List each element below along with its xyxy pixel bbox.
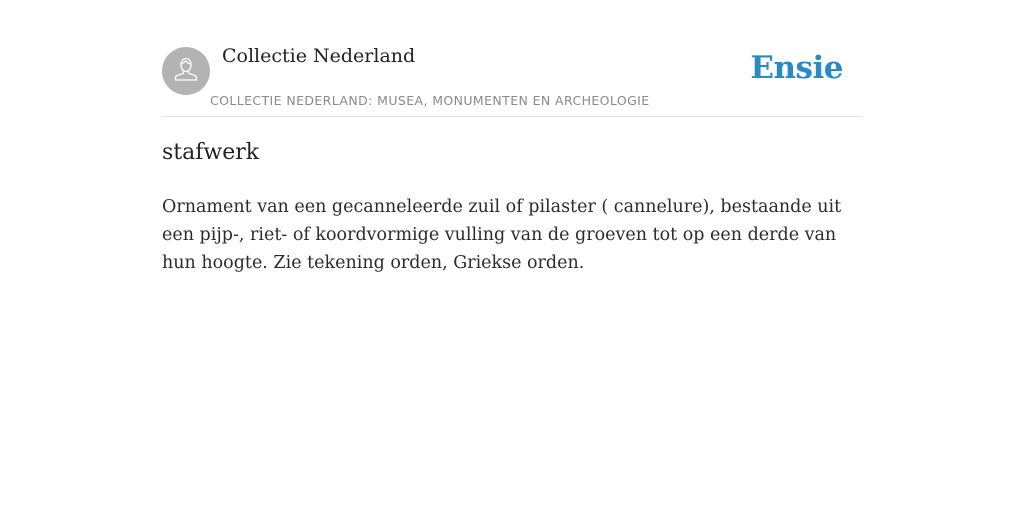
- entry-body: Ornament van een gecanneleerde zuil of pilaster ( cannelure), bestaande uit een pijp-, riet- of koordvormige vulling van de groeven tot op een derde van hun hoogte. Zie tekening orden, Griekse orden.: [162, 197, 842, 273]
- brand-logo[interactable]: Ensie: [750, 50, 843, 86]
- author-name-link[interactable]: Collectie Nederland: [222, 45, 416, 67]
- entry-title: stafwerk: [162, 140, 260, 165]
- avatar[interactable]: [162, 47, 210, 95]
- source-name-link[interactable]: COLLECTIE NEDERLAND: MUSEA, MONUMENTEN EN ARCHEOLOGIE: [210, 93, 650, 108]
- entry-header: [162, 0, 862, 117]
- user-icon: [171, 54, 201, 89]
